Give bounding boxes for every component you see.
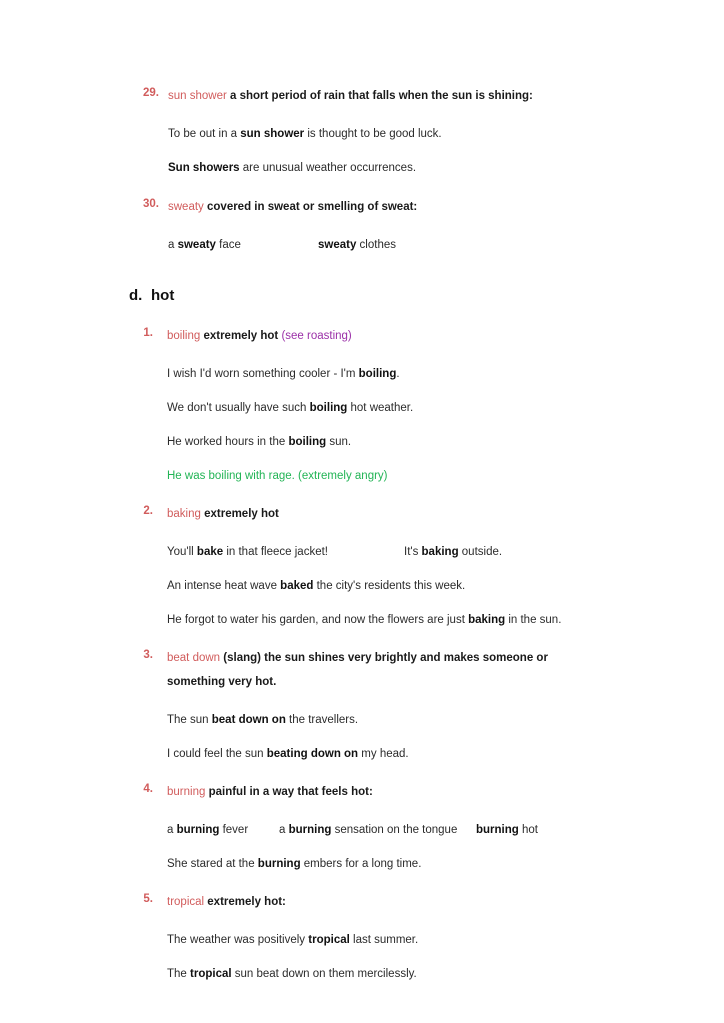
example-column: a burning sensation on the tongue <box>279 824 458 836</box>
example-column: You'll bake in that fleece jacket! <box>167 546 328 558</box>
example-line: I wish I'd worn something cooler - I'm boiling. <box>167 368 400 380</box>
entry-body <box>153 780 604 872</box>
entry-headline <box>167 780 604 804</box>
entry-body <box>159 84 604 176</box>
entry-spacer <box>133 176 604 195</box>
thesaurus-entry <box>133 324 604 484</box>
entry-number: 30. <box>143 197 159 210</box>
example-column: It's baking outside. <box>404 546 503 558</box>
entry-definition: extremely hot <box>204 508 279 520</box>
entry-body <box>153 646 604 762</box>
entry-definition: (slang) the sun shines very brightly and makes someone or something very hot. <box>167 652 548 688</box>
entry-headword: burning <box>167 786 206 798</box>
entry-definition: a short period of rain that falls when the sun is shining: <box>230 90 533 102</box>
entry-headline <box>167 324 604 348</box>
entry-body <box>153 324 604 484</box>
thesaurus-entry <box>133 890 604 982</box>
example-line: She stared at the burning embers for a long time. <box>167 858 422 870</box>
example-line: Sun showers are unusual weather occurrences. <box>168 162 417 174</box>
thesaurus-entry <box>133 195 604 253</box>
entry-number: 4. <box>143 782 153 795</box>
example-column: burning hot <box>476 824 538 836</box>
thesaurus-entry <box>133 502 604 628</box>
example-line: The sun beat down on the travellers. <box>167 714 359 726</box>
entry-definition: extremely hot: <box>207 896 286 908</box>
example-column: a sweaty face <box>168 239 241 251</box>
example-line: To be out in a sun shower is thought to be good luck. <box>168 128 442 140</box>
thesaurus-entry <box>133 780 604 872</box>
section-title: hot <box>151 287 175 304</box>
example-line: He forgot to water his garden, and now the flowers are just baking in the sun. <box>167 614 562 626</box>
entry-definition: extremely hot <box>203 330 279 342</box>
entry-headword: sweaty <box>168 201 204 213</box>
entry-headword: sun shower <box>168 90 227 102</box>
section-heading <box>129 253 604 304</box>
entry-number: 5. <box>143 892 153 905</box>
entry-number: 2. <box>143 504 153 517</box>
section-letter: d. <box>129 287 143 304</box>
entry-spacer <box>133 762 604 780</box>
example-column-row <box>168 219 604 253</box>
example-line: The weather was positively tropical last summer. <box>167 934 419 946</box>
entry-spacer <box>133 628 604 646</box>
entry-headword: tropical <box>167 896 205 908</box>
entry-spacer <box>133 484 604 502</box>
entry-headword: boiling <box>167 330 201 342</box>
entry-definition: covered in sweat or smelling of sweat: <box>207 201 418 213</box>
entry-headline <box>168 195 604 219</box>
example-column: a burning fever <box>167 824 249 836</box>
entry-body <box>153 890 604 982</box>
example-column-row <box>167 526 604 560</box>
example-line: An intense heat wave baked the city's residents this week. <box>167 580 466 592</box>
entry-headword: beat down <box>167 652 221 664</box>
entry-headline <box>167 890 604 914</box>
entry-headline <box>167 646 604 694</box>
cross-reference-link[interactable]: (see roasting) <box>281 330 352 342</box>
entry-number: 3. <box>143 648 153 661</box>
entry-body <box>159 195 604 253</box>
thesaurus-entry <box>133 646 604 762</box>
idiom-example-line: He was boiling with rage. (extremely angry) <box>167 470 388 482</box>
entry-headline <box>167 502 604 526</box>
example-line: I could feel the sun beating down on my head. <box>167 748 409 760</box>
entry-number: 29. <box>143 86 159 99</box>
example-column: sweaty clothes <box>318 239 396 251</box>
entry-headline <box>168 84 604 108</box>
thesaurus-entry-list <box>129 84 604 982</box>
entry-body <box>153 502 604 628</box>
thesaurus-entry <box>133 84 604 176</box>
entry-spacer <box>133 872 604 890</box>
entry-definition: painful in a way that feels hot: <box>208 786 373 798</box>
entry-headword: baking <box>167 508 201 520</box>
heading-spacer <box>133 304 604 324</box>
example-line: The tropical sun beat down on them mercilessly. <box>167 968 417 980</box>
example-line: We don't usually have such boiling hot weather. <box>167 402 414 414</box>
example-column-row <box>167 804 604 838</box>
entry-number: 1. <box>143 326 153 339</box>
example-line: He worked hours in the boiling sun. <box>167 436 352 448</box>
